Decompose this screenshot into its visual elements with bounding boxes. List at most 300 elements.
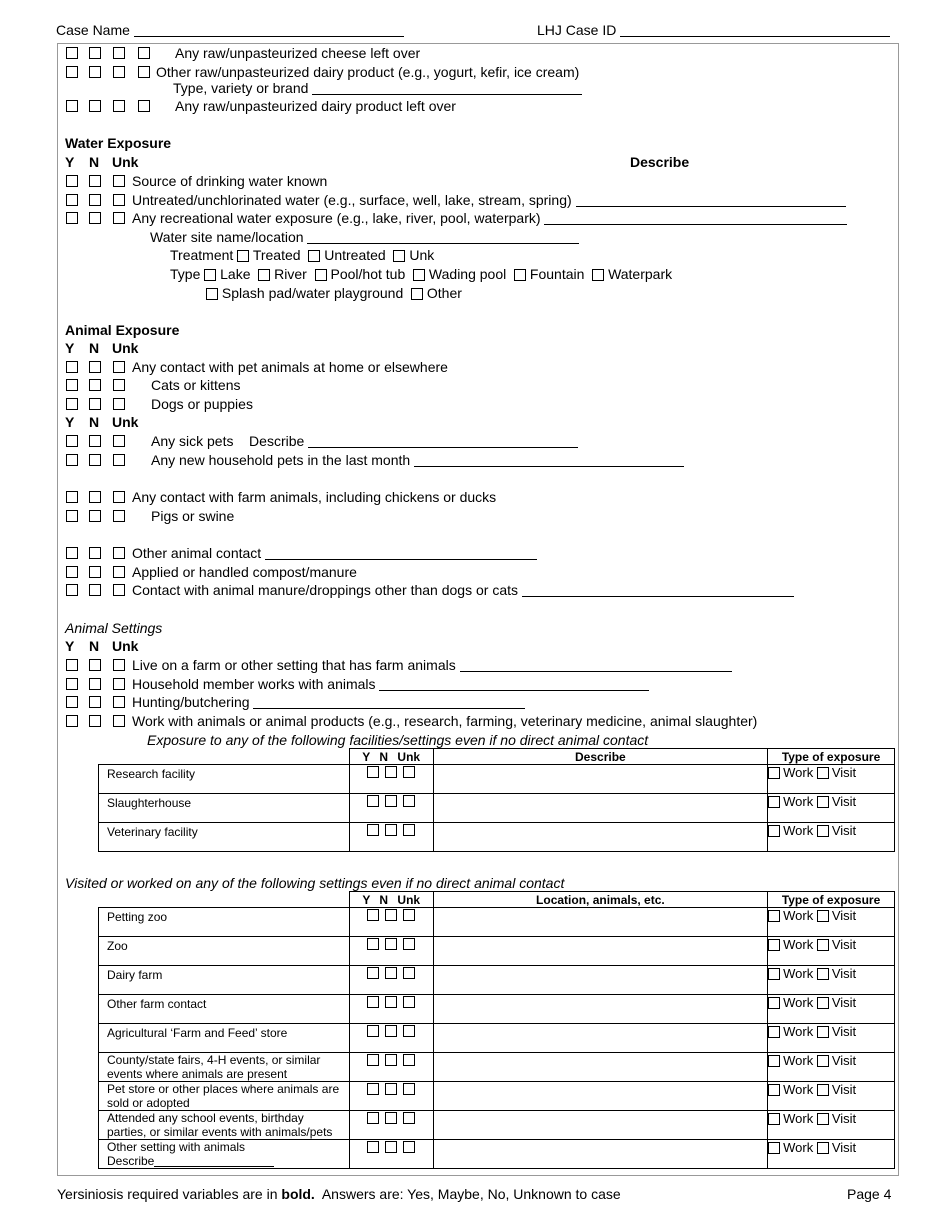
water-type-option: Wading pool [428, 266, 507, 282]
facilities-table [98, 748, 895, 852]
checkbox[interactable] [113, 491, 125, 503]
water-site-name-label: Water site name/location [150, 229, 304, 245]
describe-cell[interactable] [433, 765, 767, 794]
checkbox[interactable] [89, 584, 101, 596]
checkbox[interactable] [367, 996, 379, 1008]
water-type-label: Type [170, 266, 201, 282]
checkbox[interactable] [768, 796, 780, 808]
location-cell[interactable] [433, 1053, 767, 1082]
work-label: Work [783, 1053, 814, 1068]
checkbox[interactable] [385, 795, 397, 807]
work-label: Work [783, 995, 814, 1010]
visit-label: Visit [831, 823, 857, 838]
checkbox[interactable] [113, 659, 125, 671]
checkbox[interactable] [367, 795, 379, 807]
work-label: Work [783, 908, 814, 923]
checkbox[interactable] [113, 398, 125, 410]
checkbox[interactable] [89, 510, 101, 522]
checkbox[interactable] [592, 269, 604, 281]
treatment-option: Untreated [324, 247, 386, 263]
checkbox[interactable] [66, 398, 78, 410]
checkbox[interactable] [206, 288, 218, 300]
checkbox[interactable] [315, 269, 327, 281]
ynu-cell [349, 1111, 433, 1140]
footer-note [57, 1186, 621, 1202]
checkbox[interactable] [411, 288, 423, 300]
new-pets-field[interactable] [151, 452, 684, 468]
row-label-cell [99, 794, 350, 823]
visit-label: Visit [831, 966, 857, 981]
table-row [99, 823, 895, 852]
checkbox[interactable] [385, 1112, 397, 1124]
checkbox[interactable] [89, 379, 101, 391]
new-pets-label: Any new household pets in the last month [151, 452, 411, 468]
checkbox[interactable] [367, 909, 379, 921]
ynu-cell [349, 966, 433, 995]
checkbox[interactable] [66, 66, 78, 78]
checkbox[interactable] [66, 454, 78, 466]
checkbox[interactable] [66, 696, 78, 708]
water-col-y: Y [65, 154, 75, 170]
checkbox[interactable] [768, 968, 780, 980]
checkbox[interactable] [113, 584, 125, 596]
visit-label: Visit [831, 1082, 857, 1097]
checkbox[interactable] [385, 996, 397, 1008]
type-of-exposure-cell [768, 794, 895, 823]
checkbox[interactable] [89, 361, 101, 373]
hunting-field[interactable] [132, 694, 525, 710]
checkbox[interactable] [385, 1083, 397, 1095]
table-row [99, 995, 895, 1024]
row-label: County/state fairs, 4-H events, or similar events where animals are present [107, 1053, 321, 1081]
checkbox[interactable] [768, 997, 780, 1009]
animal-settings-title: Animal Settings [65, 620, 163, 636]
checkbox[interactable] [89, 547, 101, 559]
animal-col-unk-2: Unk [112, 414, 139, 430]
row-label-cell [99, 765, 350, 794]
table-row [99, 908, 895, 937]
type-of-exposure-cell [768, 823, 895, 852]
type-of-exposure-cell [768, 1111, 895, 1140]
checkbox[interactable] [768, 1084, 780, 1096]
checkbox[interactable] [113, 435, 125, 447]
checkbox[interactable] [113, 678, 125, 690]
checkbox[interactable] [403, 824, 415, 836]
visit-label: Visit [831, 1053, 857, 1068]
checkbox[interactable] [66, 435, 78, 447]
col-ynu-label: Y N Unk [362, 749, 421, 764]
table-header-blank [99, 749, 350, 765]
pet-contact-label: Any contact with pet animals at home or elsewhere [132, 359, 448, 375]
visited-intro: Visited or worked on any of the following settings even if no direct animal contact [65, 875, 565, 891]
checkbox[interactable] [113, 361, 125, 373]
checkbox[interactable] [113, 510, 125, 522]
checkbox[interactable] [403, 996, 415, 1008]
row-label-cell [99, 1053, 350, 1082]
ynu-cell [349, 823, 433, 852]
checkbox[interactable] [385, 1054, 397, 1066]
checkbox[interactable] [89, 659, 101, 671]
checkbox[interactable] [817, 1084, 829, 1096]
row-label: Zoo [107, 939, 128, 953]
checkbox[interactable] [66, 715, 78, 727]
checkbox[interactable] [113, 212, 125, 224]
animal-col-y: Y [65, 340, 75, 356]
row-label: Veterinary facility [107, 825, 198, 839]
describe-cell[interactable] [433, 823, 767, 852]
treatment-label: Treatment [170, 247, 234, 263]
lhj-case-id-label: LHJ Case ID [537, 22, 617, 38]
case-name-field[interactable] [56, 22, 404, 38]
water-type-option: Other [426, 285, 462, 301]
row-label: Agricultural ‘Farm and Feed’ store [107, 1026, 288, 1040]
treatment-option: Treated [252, 247, 301, 263]
checkbox[interactable] [66, 361, 78, 373]
checkbox[interactable] [817, 796, 829, 808]
checkbox[interactable] [403, 1054, 415, 1066]
checkbox[interactable] [403, 967, 415, 979]
visit-label: Visit [831, 1140, 857, 1155]
work-label: Work [783, 937, 814, 952]
animal-col-unk: Unk [112, 340, 139, 356]
water-type-option: River [274, 266, 307, 282]
type-of-exposure-cell [768, 1053, 895, 1082]
checkbox[interactable] [768, 1055, 780, 1067]
other-animal-field[interactable] [132, 545, 537, 561]
visit-label: Visit [831, 995, 857, 1010]
type-of-exposure-cell [768, 937, 895, 966]
recreational-water-field[interactable] [132, 210, 847, 226]
checkbox[interactable] [113, 696, 125, 708]
checkbox[interactable] [89, 435, 101, 447]
checkbox[interactable] [258, 269, 270, 281]
checkbox[interactable] [113, 175, 125, 187]
water-type-option: Waterpark [608, 266, 673, 282]
checkbox[interactable] [66, 212, 78, 224]
work-label: Work [783, 823, 814, 838]
sick-pets-label: Any sick pets [151, 433, 234, 449]
col-location-header: Location, animals, etc. [433, 892, 767, 908]
checkbox[interactable] [89, 696, 101, 708]
checkbox[interactable] [113, 379, 125, 391]
lhj-case-id-field[interactable] [537, 22, 890, 38]
recreational-water-label: Any recreational water exposure (e.g., lake, river, pool, waterpark) [132, 210, 541, 226]
checkbox[interactable] [403, 795, 415, 807]
location-cell[interactable] [433, 937, 767, 966]
ynu-cell [349, 995, 433, 1024]
row-label-cell [99, 1140, 350, 1169]
describe-cell[interactable] [433, 794, 767, 823]
water-type-row [170, 266, 672, 282]
checkbox[interactable] [237, 250, 249, 262]
hunting-label: Hunting/butchering [132, 694, 250, 710]
water-type-option: Splash pad/water playground [221, 285, 404, 301]
checkbox[interactable] [393, 250, 405, 262]
location-cell[interactable] [433, 1082, 767, 1111]
checkbox[interactable] [403, 1025, 415, 1037]
dogs-label: Dogs or puppies [151, 396, 253, 412]
table-row [99, 1082, 895, 1111]
source-known-label: Source of drinking water known [132, 173, 328, 189]
checkbox[interactable] [308, 250, 320, 262]
checkbox[interactable] [367, 1141, 379, 1153]
checkbox[interactable] [138, 100, 150, 112]
location-cell[interactable] [433, 1140, 767, 1169]
table-row [99, 1140, 895, 1169]
checkbox[interactable] [89, 491, 101, 503]
checkbox[interactable] [89, 454, 101, 466]
col-type-header: Type of exposure [768, 892, 895, 908]
row-label: Petting zoo [107, 910, 168, 924]
work-label: Work [783, 765, 814, 780]
location-cell[interactable] [433, 908, 767, 937]
checkbox[interactable] [89, 100, 101, 112]
checkbox[interactable] [403, 766, 415, 778]
checkbox[interactable] [66, 547, 78, 559]
table-header-row [99, 892, 895, 908]
checkbox[interactable] [367, 824, 379, 836]
checkbox[interactable] [89, 47, 101, 59]
checkbox[interactable] [768, 1026, 780, 1038]
water-col-unk: Unk [112, 154, 139, 170]
checkbox[interactable] [768, 767, 780, 779]
checkbox[interactable] [768, 939, 780, 951]
checkbox[interactable] [204, 269, 216, 281]
checkbox[interactable] [403, 1112, 415, 1124]
cats-label: Cats or kittens [151, 377, 241, 393]
ynu-cell [349, 1053, 433, 1082]
compost-label: Applied or handled compost/manure [132, 564, 357, 580]
col-type-header: Type of exposure [768, 749, 895, 765]
row-label-cell [99, 908, 350, 937]
other-dairy-label: Other raw/unpasteurized dairy product (e.g., yogurt, kefir, ice cream) [156, 64, 580, 80]
checkbox[interactable] [403, 909, 415, 921]
checkbox[interactable] [385, 909, 397, 921]
checkbox[interactable] [138, 47, 150, 59]
type-of-exposure-cell [768, 966, 895, 995]
checkbox[interactable] [89, 212, 101, 224]
visited-settings-table [98, 891, 895, 1169]
cheese-left-over-label: Any raw/unpasteurized cheese left over [175, 45, 421, 61]
checkbox[interactable] [768, 825, 780, 837]
checkbox[interactable] [113, 715, 125, 727]
row-label-cell [99, 823, 350, 852]
checkbox[interactable] [817, 968, 829, 980]
type-variety-brand-field[interactable] [173, 80, 582, 96]
checkbox[interactable] [66, 659, 78, 671]
checkbox[interactable] [89, 678, 101, 690]
page-number: Page 4 [847, 1186, 892, 1202]
visit-label: Visit [831, 937, 857, 952]
household-works-label: Household member works with animals [132, 676, 376, 692]
table-header-blank [99, 892, 350, 908]
checkbox[interactable] [768, 910, 780, 922]
location-cell[interactable] [433, 1111, 767, 1140]
checkbox[interactable] [385, 1025, 397, 1037]
case-name-label: Case Name [56, 22, 130, 38]
location-cell[interactable] [433, 966, 767, 995]
manure-field[interactable] [132, 582, 794, 598]
sick-pets-field[interactable] [151, 433, 578, 449]
settings-col-y: Y [65, 638, 75, 654]
table-row [99, 1053, 895, 1082]
checkbox[interactable] [66, 194, 78, 206]
row-label-cell [99, 937, 350, 966]
checkbox[interactable] [66, 47, 78, 59]
checkbox[interactable] [66, 566, 78, 578]
checkbox[interactable] [89, 566, 101, 578]
checkbox[interactable] [367, 938, 379, 950]
type-of-exposure-cell [768, 1024, 895, 1053]
visit-label: Visit [831, 908, 857, 923]
checkbox[interactable] [113, 66, 125, 78]
other-setting-label: Other setting with animals [107, 1140, 246, 1154]
footer-note-suffix: Answers are: Yes, Maybe, No, Unknown to case [321, 1186, 621, 1202]
untreated-water-label: Untreated/unchlorinated water (e.g., surface, well, lake, stream, spring) [132, 192, 572, 208]
col-ynu-label: Y N Unk [362, 892, 421, 907]
table-row [99, 966, 895, 995]
ynu-cell [349, 937, 433, 966]
live-farm-field[interactable] [132, 657, 732, 673]
checkbox[interactable] [817, 997, 829, 1009]
col-ynu-header [349, 749, 433, 765]
checkbox[interactable] [113, 100, 125, 112]
checkbox[interactable] [66, 584, 78, 596]
checkbox[interactable] [66, 379, 78, 391]
checkbox[interactable] [66, 491, 78, 503]
checkbox[interactable] [367, 1025, 379, 1037]
table-row [99, 1024, 895, 1053]
checkbox[interactable] [89, 715, 101, 727]
type-variety-brand-label: Type, variety or brand [173, 80, 309, 96]
checkbox[interactable] [66, 510, 78, 522]
water-type-option: Fountain [529, 266, 585, 282]
manure-label: Contact with animal manure/droppings other than dogs or cats [132, 582, 518, 598]
checkbox[interactable] [367, 1083, 379, 1095]
checkbox[interactable] [385, 766, 397, 778]
water-type-option: Pool/hot tub [330, 266, 406, 282]
checkbox[interactable] [66, 678, 78, 690]
type-of-exposure-cell [768, 908, 895, 937]
settings-col-n: N [89, 638, 100, 654]
checkbox[interactable] [89, 175, 101, 187]
type-of-exposure-cell [768, 1140, 895, 1169]
animal-col-n: N [89, 340, 100, 356]
checkbox[interactable] [138, 66, 150, 78]
water-col-n: N [89, 154, 100, 170]
checkbox[interactable] [385, 1141, 397, 1153]
ynu-cell [349, 765, 433, 794]
work-label: Work [783, 794, 814, 809]
checkbox[interactable] [817, 825, 829, 837]
checkbox[interactable] [113, 566, 125, 578]
live-farm-label: Live on a farm or other setting that has farm animals [132, 657, 456, 673]
household-works-field[interactable] [132, 676, 649, 692]
checkbox[interactable] [385, 824, 397, 836]
checkbox[interactable] [367, 967, 379, 979]
checkbox[interactable] [367, 766, 379, 778]
checkbox[interactable] [113, 47, 125, 59]
checkbox[interactable] [403, 1141, 415, 1153]
checkbox[interactable] [817, 1026, 829, 1038]
facilities-intro: Exposure to any of the following facilities/settings even if no direct animal contact [147, 732, 649, 748]
checkbox[interactable] [817, 1142, 829, 1154]
checkbox[interactable] [89, 66, 101, 78]
checkbox[interactable] [385, 967, 397, 979]
row-label-cell [99, 1024, 350, 1053]
work-label: Work [783, 1082, 814, 1097]
checkbox[interactable] [89, 194, 101, 206]
treatment-row [170, 247, 434, 263]
row-label [99, 1140, 349, 1168]
visit-label: Visit [831, 1024, 857, 1039]
treatment-option: Unk [409, 247, 435, 263]
location-cell[interactable] [433, 995, 767, 1024]
pigs-label: Pigs or swine [151, 508, 235, 524]
checkbox[interactable] [367, 1112, 379, 1124]
water-site-name-field[interactable] [150, 229, 579, 245]
location-cell[interactable] [433, 1024, 767, 1053]
checkbox[interactable] [367, 1054, 379, 1066]
table-row [99, 794, 895, 823]
type-of-exposure-cell [768, 1082, 895, 1111]
ynu-cell [349, 1082, 433, 1111]
checkbox[interactable] [385, 938, 397, 950]
checkbox[interactable] [817, 1113, 829, 1125]
footer-note-prefix: Yersiniosis required variables are in [57, 1186, 278, 1202]
checkbox[interactable] [817, 767, 829, 779]
untreated-water-field[interactable] [132, 192, 846, 208]
animal-col-n-2: N [89, 414, 100, 430]
checkbox[interactable] [817, 910, 829, 922]
checkbox[interactable] [403, 938, 415, 950]
row-label-cell [99, 966, 350, 995]
checkbox[interactable] [413, 269, 425, 281]
animal-col-y-2: Y [65, 414, 75, 430]
checkbox[interactable] [113, 454, 125, 466]
checkbox[interactable] [113, 194, 125, 206]
dairy-left-over-label: Any raw/unpasteurized dairy product left over [175, 98, 456, 114]
water-exposure-title: Water Exposure [65, 135, 172, 151]
table-row [99, 1111, 895, 1140]
row-label-cell [99, 1082, 350, 1111]
checkbox[interactable] [514, 269, 526, 281]
ynu-cell [349, 1140, 433, 1169]
checkbox[interactable] [89, 398, 101, 410]
ynu-cell [349, 908, 433, 937]
checkbox[interactable] [66, 100, 78, 112]
water-type-row-2 [206, 285, 462, 301]
work-label: Work [783, 1111, 814, 1126]
col-ynu-header [349, 892, 433, 908]
checkbox[interactable] [768, 1113, 780, 1125]
checkbox[interactable] [768, 1142, 780, 1154]
checkbox[interactable] [817, 939, 829, 951]
farm-contact-label: Any contact with farm animals, including chickens or ducks [132, 489, 497, 505]
table-row [99, 937, 895, 966]
work-label: Work [783, 1024, 814, 1039]
checkbox[interactable] [403, 1083, 415, 1095]
row-label-cell [99, 995, 350, 1024]
checkbox[interactable] [113, 547, 125, 559]
water-type-option: Lake [220, 266, 251, 282]
row-label: Pet store or other places where animals are sold or adopted [107, 1082, 340, 1110]
checkbox[interactable] [66, 175, 78, 187]
col-describe-header: Describe [433, 749, 767, 765]
checkbox[interactable] [817, 1055, 829, 1067]
visit-label: Visit [831, 765, 857, 780]
other-setting-describe-label: Describe [107, 1154, 155, 1168]
